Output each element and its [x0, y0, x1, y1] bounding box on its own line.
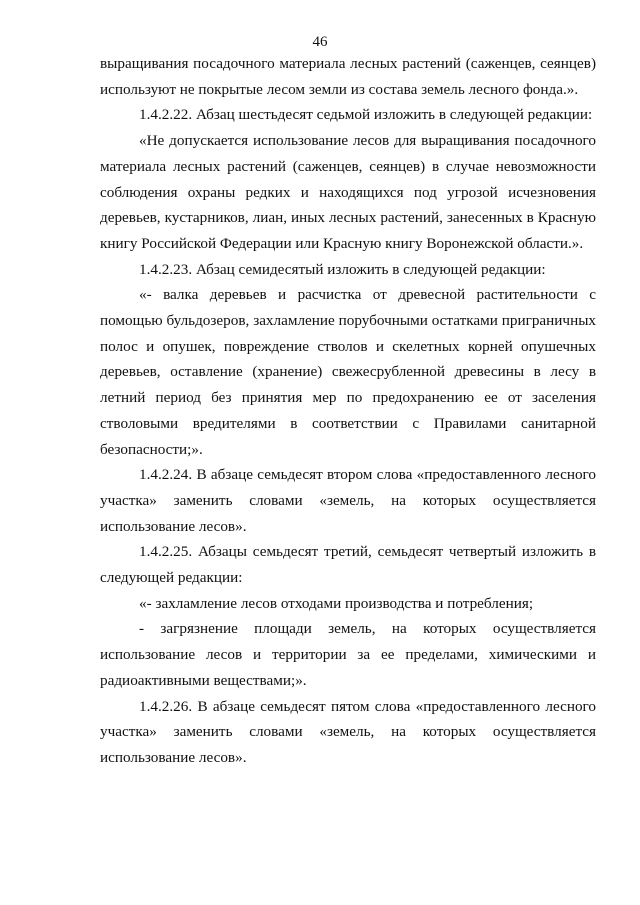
page-number: 46	[312, 34, 328, 50]
paragraph-item-1-4-2-26: 1.4.2.26. В абзаце семьдесят пятом слова «предоставленного лесного участка» заменить словами «земель, на которых осуществляется использование лесов».	[100, 697, 596, 766]
paragraph-item-1-4-2-25: 1.4.2.25. Абзацы семьдесят третий, семьдесят четвертый изложить в следующей редакции:	[100, 543, 596, 587]
paragraph-item-1-4-2-24: 1.4.2.24. В абзаце семьдесят втором слова «предоставленного лесного участка» заменить словами «земель, на которых осуществляется использование лесов».	[100, 466, 596, 535]
paragraph-quote-74: - загрязнение площади земель, на которых осуществляется использование лесов и территории за ее пределами, химическими и радиоактивными веществами;».	[100, 620, 596, 689]
paragraph-item-1-4-2-22: 1.4.2.22. Абзац шестьдесят седьмой изложить в следующей редакции:	[139, 106, 593, 124]
paragraph-continuation: выращивания посадочного материала лесных растений (саженцев, сеянцев) используют не покрытые лесом земли из состава земель лесного фонда.».	[100, 55, 596, 98]
paragraph-quote-67: «Не допускается использование лесов для выращивания посадочного материала лесных растений (саженцев, сеянцев) в случае невозможности соблюдения охраны редких и находящихся под угрозой исчезновения деревьев, кустарников, лиан, иных лесных растений, занесенных в Красную книгу Российской Федерации или Красную книгу Воронежской области.».	[100, 132, 596, 252]
document-body	[100, 51, 596, 771]
paragraph-quote-73: «- захламление лесов отходами производства и потребления;	[139, 594, 534, 612]
paragraph-item-1-4-2-23: 1.4.2.23. Абзац семидесятый изложить в следующей редакции:	[139, 260, 546, 278]
paragraph-quote-70: «- валка деревьев и расчистка от древесной растительности с помощью бульдозеров, захламление порубочными остатками приграничных полос и опушек, повреждение стволов и скелетных корней опушечных деревьев, оставление (хранение) свежесрубленной древесины в лесу в летний период без принятия мер по предохранению ее от заселения стволовыми вредителями в соответствии с Правилами санитарной безопасности;».	[100, 286, 596, 458]
